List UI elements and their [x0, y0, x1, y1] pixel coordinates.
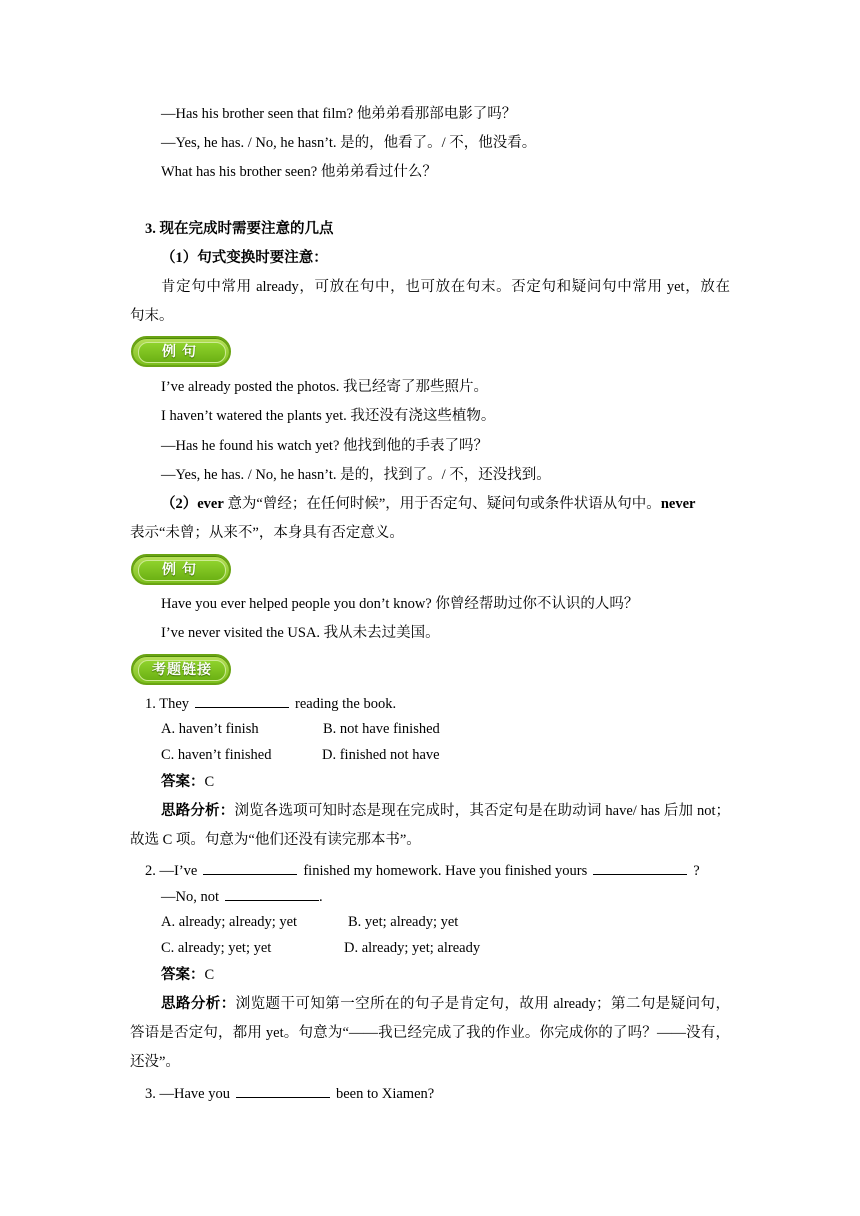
- answer-blank[interactable]: [236, 1083, 330, 1098]
- question-2-stem-line-2: [161, 886, 323, 907]
- analysis-text: 浏览各选项可知时态是现在完成时，其否定句是在助动词 have/ has 后加 not；: [234, 803, 730, 819]
- question-1-stem: [145, 693, 396, 714]
- intro-question-2: What has his brother seen? 他弟弟看过什么？: [161, 164, 437, 180]
- subsection-2-line-2: 表示“未曾；从来不”，本身具有否定意义。: [130, 525, 404, 541]
- para-1-line-1: 肯定句中常用 already，可放在句中，也可放在句末。否定句和疑问句中常用 yet，放在: [161, 279, 730, 295]
- analysis-label: 思路分析：: [161, 803, 235, 819]
- question-2-stem-start: 2. —I’ve: [145, 863, 198, 879]
- question-2-reply-end: .: [319, 889, 323, 905]
- intro-answer-1: —Yes, he has. / No, he hasn’t. 是的，他看了。/ 不，他没看。: [161, 135, 537, 151]
- question-2-answer: [161, 965, 214, 985]
- subsection-2-prefix: （2）: [161, 496, 198, 512]
- option-c: C. haven’t finished: [161, 747, 272, 763]
- answer-blank[interactable]: [195, 693, 289, 708]
- example-line: —Has he found his watch yet? 他找到他的手表了吗？: [161, 438, 489, 454]
- example-line: I’ve never visited the USA. 我从未去过美国。: [161, 625, 440, 641]
- question-1-stem-start: 1. They: [145, 696, 190, 712]
- question-2-stem-middle: finished my homework. Have you finished yours: [303, 863, 588, 879]
- analysis-label: 思路分析：: [161, 996, 236, 1012]
- example-line: Have you ever helped people you don’t know? 你曾经帮助过你不认识的人吗？: [161, 596, 639, 612]
- example-line: —Yes, he has. / No, he hasn’t. 是的，找到了。/ 不，还没找到。: [161, 467, 551, 483]
- example-badge-label: 例句: [138, 560, 226, 581]
- answer-label: 答案：: [161, 774, 205, 790]
- analysis-text: 浏览题干可知第一空所在的句子是肯定句，故用 already；第二句是疑问句，: [235, 996, 730, 1012]
- option-a: A. already; already; yet: [161, 914, 298, 930]
- keyword-ever: ever: [197, 496, 224, 512]
- example-badge-1: [131, 336, 231, 367]
- example-badge-2: [131, 554, 231, 585]
- question-2-analysis-line-3: 还没”。: [130, 1054, 180, 1070]
- answer-label: 答案：: [161, 967, 205, 983]
- option-d: D. already; yet; already: [344, 940, 481, 956]
- option-d: D. finished not have: [322, 747, 440, 763]
- keyword-never: never: [660, 496, 696, 512]
- option-b: B. not have finished: [323, 721, 440, 737]
- exam-link-badge: [131, 654, 231, 685]
- question-3-stem: [145, 1083, 434, 1104]
- option-c: C. already; yet; yet: [161, 940, 272, 956]
- para-1-line-2: 句末。: [130, 308, 174, 324]
- subsection-1-heading: （1）句式变换时要注意：: [161, 250, 328, 266]
- section-3-heading: 3. 现在完成时需要注意的几点: [145, 221, 334, 237]
- question-2-stem-end: ?: [693, 863, 700, 879]
- question-1-analysis-line-1: [161, 801, 730, 821]
- subsection-2-text: 意为“曾经；在任何时候”，用于否定句、疑问句或条件状语从句中。: [223, 496, 661, 512]
- question-2-analysis-line-2: 答语是否定句，都用 yet。句意为“——我已经完成了我的作业。你完成你的了吗？——没有，: [130, 1025, 730, 1041]
- subsection-2-line-1: [161, 494, 695, 514]
- option-b: B. yet; already; yet: [348, 914, 459, 930]
- question-1-stem-end: reading the book.: [295, 696, 397, 712]
- option-a: A. haven’t finish: [161, 721, 259, 737]
- intro-question-1: —Has his brother seen that film? 他弟弟看那部电影了吗？: [161, 106, 517, 122]
- answer-value: C: [204, 967, 215, 983]
- question-2-reply-start: —No, not: [161, 889, 219, 905]
- example-line: I haven’t watered the plants yet. 我还没有浇这些植物。: [161, 408, 496, 424]
- question-3-stem-end: been to Xiamen?: [335, 1086, 435, 1102]
- question-1-answer: [161, 772, 214, 792]
- exam-link-badge-label: 考题链接: [138, 660, 226, 681]
- answer-blank[interactable]: [203, 860, 297, 875]
- answer-blank[interactable]: [593, 860, 687, 875]
- answer-value: C: [204, 774, 215, 790]
- question-3-stem-start: 3. —Have you: [145, 1086, 230, 1102]
- example-badge-label: 例句: [138, 342, 226, 363]
- question-1-analysis-line-2: 故选 C 项。句意为“他们还没有读完那本书”。: [130, 832, 421, 848]
- answer-blank[interactable]: [225, 886, 319, 901]
- question-2-analysis-line-1: [161, 994, 730, 1014]
- example-line: I’ve already posted the photos. 我已经寄了那些照片。: [161, 379, 488, 395]
- question-2-stem: [145, 860, 700, 881]
